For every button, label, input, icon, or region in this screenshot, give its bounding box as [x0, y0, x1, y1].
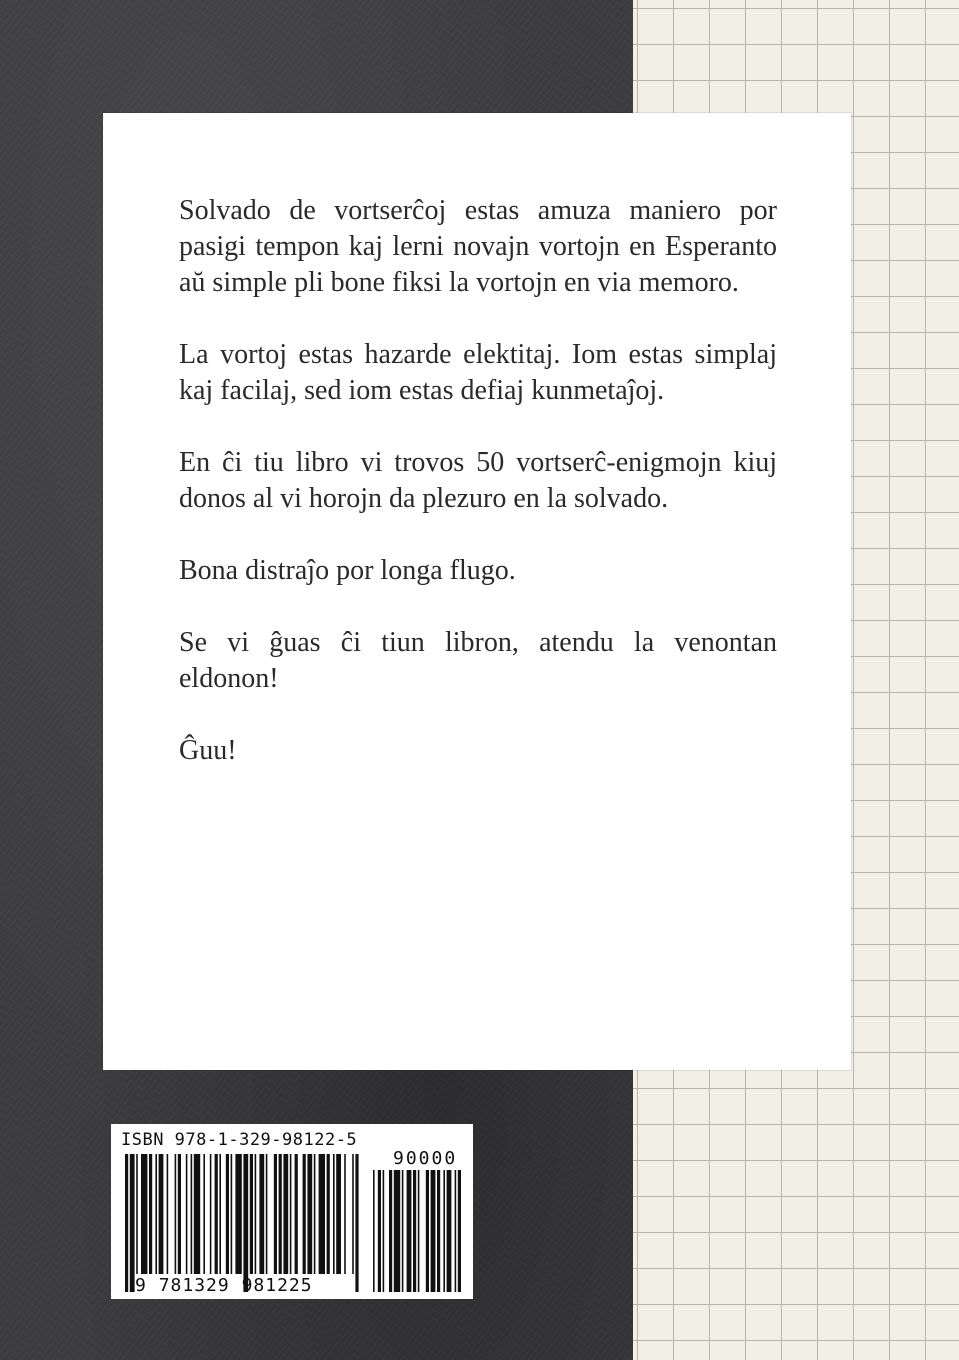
barcode-bar	[447, 1170, 452, 1292]
barcode-bar	[352, 1154, 354, 1274]
blurb-paragraph-4: Bona distraĵo por longa flugo.	[179, 555, 516, 586]
ean-left-group: 781329	[158, 1275, 230, 1296]
blurb-panel	[103, 113, 851, 1070]
barcode-bar	[344, 1154, 346, 1274]
barcode-bar	[226, 1154, 229, 1274]
price-addon-code: 90000	[393, 1148, 458, 1169]
barcode-bar	[130, 1154, 135, 1292]
barcode-bar	[141, 1154, 147, 1274]
ean-first-digit: 9	[135, 1275, 147, 1296]
barcode-bar	[303, 1154, 306, 1274]
barcode-bar	[333, 1154, 335, 1274]
barcode-bar	[231, 1154, 233, 1274]
barcode-bar	[250, 1154, 253, 1274]
barcode-bar	[175, 1154, 177, 1274]
barcode-bar	[394, 1170, 400, 1292]
barcode-bar	[413, 1170, 416, 1292]
barcode-bar	[194, 1154, 200, 1274]
barcode-bar	[407, 1170, 412, 1292]
barcode-bar	[136, 1154, 138, 1274]
barcode-bar	[431, 1170, 436, 1292]
barcode-bar	[149, 1154, 152, 1274]
barcode-bar	[191, 1154, 193, 1274]
barcode-bar	[283, 1154, 288, 1274]
barcode-bar	[155, 1154, 157, 1274]
barcode-bar	[319, 1154, 325, 1274]
barcode-bar	[274, 1154, 277, 1274]
barcode-bar	[186, 1154, 188, 1274]
barcode-bar	[437, 1170, 440, 1292]
barcode-bar	[235, 1154, 241, 1274]
barcode-bar	[259, 1154, 264, 1274]
barcode-bar	[243, 1154, 248, 1292]
barcode-bar	[389, 1170, 392, 1292]
barcode-bar	[178, 1154, 181, 1274]
barcode-bar	[336, 1154, 341, 1274]
blurb-paragraph-2: La vortoj estas hazarde elektitaj. Iom estas simplaj kaj facilaj, sed iom estas defiaj kunmetaĵoj.	[179, 339, 777, 406]
barcode-bar	[290, 1154, 292, 1274]
barcode-bar	[355, 1154, 358, 1292]
barcode-bar	[255, 1154, 257, 1274]
blurb-paragraph-1: Solvado de vortserĉoj estas amuza maniero por pasigi tempon kaj lerni novajn vortojn en Esperanto aŭ simple pli bone fiksi la vortojn en via memoro.	[179, 195, 777, 298]
barcode-bar	[159, 1154, 164, 1274]
ean-right-group: 981225	[241, 1275, 313, 1296]
barcode-bar	[125, 1154, 128, 1292]
blurb-text	[179, 193, 777, 805]
barcode-bar	[402, 1170, 404, 1292]
blurb-paragraph-6: Ĝuu!	[179, 735, 237, 766]
barcode-bar	[314, 1154, 316, 1274]
barcode-bar	[215, 1154, 218, 1274]
barcode-bar	[383, 1170, 385, 1292]
barcode-bar	[426, 1170, 429, 1292]
barcode-bar	[266, 1154, 268, 1274]
blurb-paragraph-5: Se vi ĝuas ĉi tiun libron, atendu la venontan eldonon!	[179, 627, 777, 694]
isbn-label: ISBN 978-1-329-98122-5	[121, 1130, 358, 1150]
blurb-paragraph-3: En ĉi tiu libro vi trovos 50 vortserĉ-enigmojn kiuj donos al vi horojn da plezuro en la solvado.	[179, 447, 777, 514]
barcode-bar	[373, 1170, 375, 1292]
barcode-bar	[307, 1154, 312, 1274]
barcode-bar	[455, 1170, 457, 1292]
barcode-bar	[219, 1154, 221, 1274]
isbn-barcode	[111, 1124, 473, 1299]
barcode-bar	[279, 1154, 282, 1274]
barcode-bars	[111, 1124, 473, 1299]
barcode-bar	[378, 1170, 381, 1292]
barcode-bar	[203, 1154, 205, 1274]
barcode-bar	[327, 1154, 330, 1274]
barcode-bar	[443, 1170, 445, 1292]
barcode-bar	[418, 1170, 420, 1292]
barcode-bar	[295, 1154, 298, 1274]
barcode-bar	[167, 1154, 169, 1274]
ean-digits	[135, 1275, 313, 1296]
barcode-bar	[458, 1170, 461, 1292]
barcode-bar	[210, 1154, 212, 1274]
